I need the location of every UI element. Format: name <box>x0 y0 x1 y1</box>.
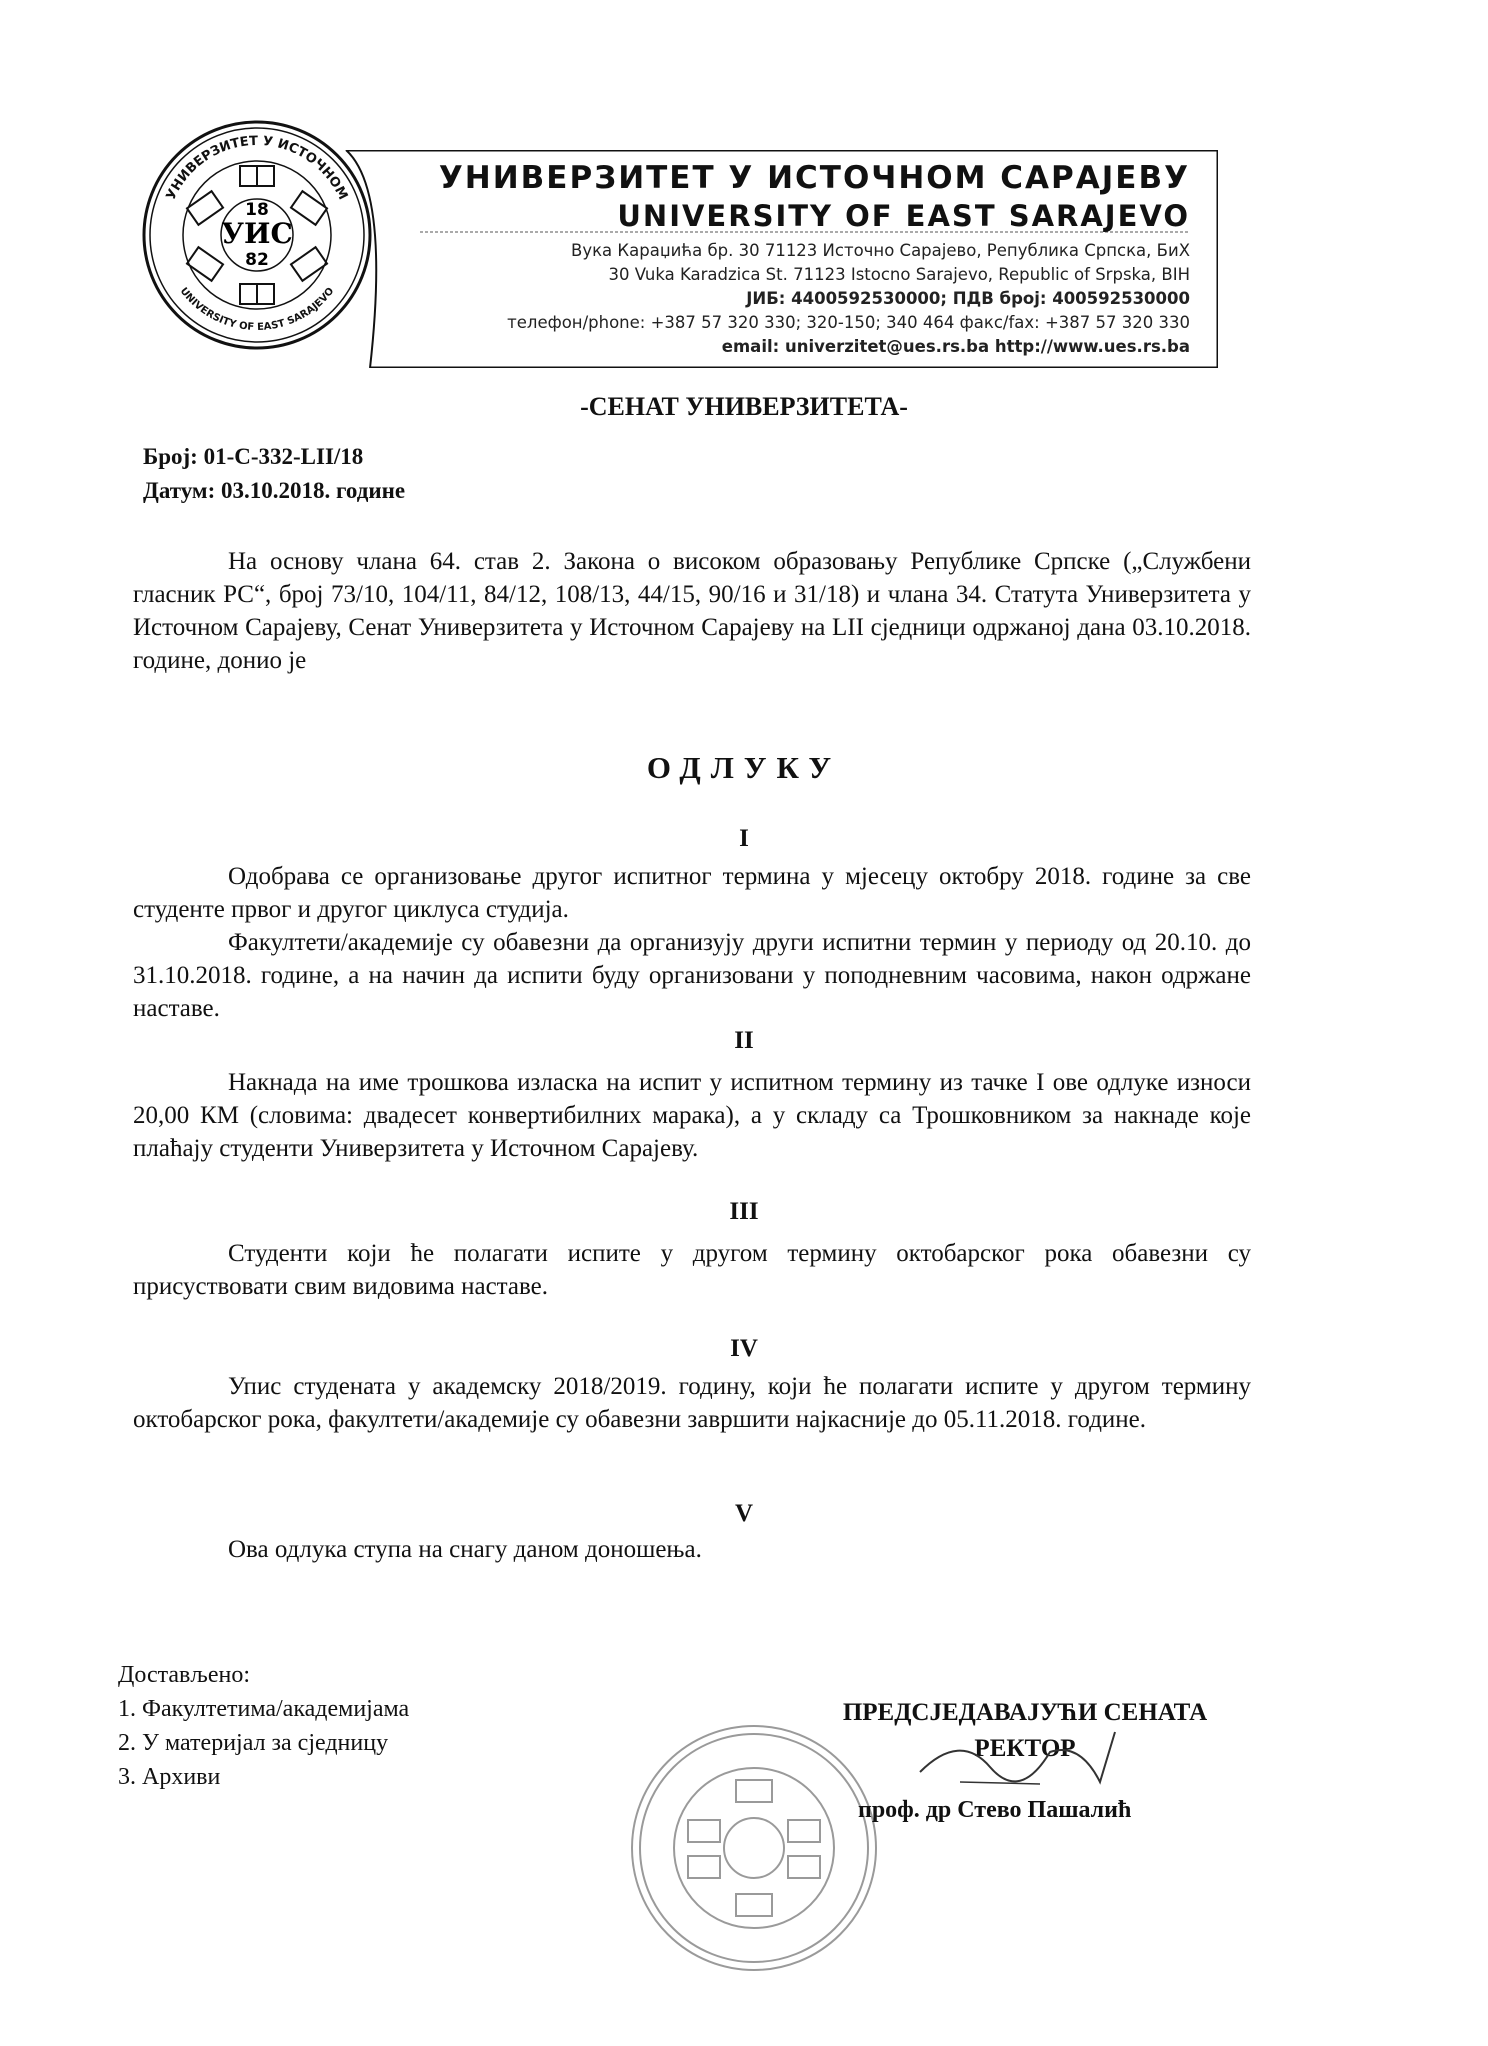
section-numeral-2: II <box>734 1027 754 1054</box>
document-number: Број: 01-С-332-LII/18 <box>143 444 364 469</box>
delivered-item: 2. У материјал за сједницу <box>118 1730 389 1756</box>
tax-ids: ЈИБ: 4400592530000; ПДВ број: 400592530000 <box>746 289 1190 308</box>
university-name-latin: UNIVERSITY OF EAST SARAJEVO <box>617 199 1190 233</box>
senate-heading: -СЕНАТ УНИВЕРЗИТЕТА- <box>580 392 908 421</box>
section-1-paragraph-2: Факултети/академије су обавезни да организују други испитни термин у периоду од 20.10. до 31.10.2018. године, а на начин да испити буду организовани у поподневним часовима, након одржане наставе. <box>133 929 1251 1022</box>
address-cyrillic: Вука Караџића бр. 30 71123 Источно Сарајево, Република Српска, БиХ <box>571 241 1190 260</box>
svg-text:UNIVERSITY OF EAST SARAJEVO: UNIVERSITY OF EAST SARAJEVO <box>177 285 337 334</box>
section-numeral-3: III <box>729 1198 759 1225</box>
chairman-title: ПРЕДСЈЕДАВАЈУЋИ СЕНАТА <box>842 1699 1208 1726</box>
seal-year-top: 18 <box>245 200 269 220</box>
delivered-heading: Достављено: <box>118 1662 250 1688</box>
university-name-cyrillic: УНИВЕРЗИТЕТ У ИСТОЧНОМ САРАЈЕВУ <box>438 160 1190 196</box>
document-date: Датум: 03.10.2018. године <box>143 478 406 503</box>
section-5-paragraph: Ова одлука ступа на снагу даном доношења. <box>228 1536 702 1563</box>
phone-fax: телефон/phone: +387 57 320 330; 320-150; 340 464 факс/fax: +387 57 320 330 <box>507 313 1190 332</box>
delivered-list <box>118 1658 409 1794</box>
section-numeral-5: V <box>734 1500 754 1527</box>
section-1-paragraph-1: Одобрава се организовање другог испитног термина у мјесецу октобру 2018. године за све студенте првог и другог циклуса студија. <box>133 863 1251 923</box>
rector-title: РЕКТОР <box>974 1735 1076 1762</box>
delivered-item: 1. Факултетима/академијама <box>118 1696 410 1722</box>
intro-paragraph: На основу члана 64. став 2. Закона о високом образовању Републике Српске („Службени гласник РС“, број 73/10, 104/11, 84/12, 108/13, 44/15, 90/16 и 31/18) и члана 34. Статута Универзитета у Источном Сарајеву, Сенат Универзитета у Источном Сарајеву на LII сједници одржаној дана 03.10.2018. године, донио је <box>133 548 1251 674</box>
svg-text:УНИВЕРЗИТЕТ У ИСТОЧНОМ: УНИВЕРЗИТЕТ У ИСТОЧНОМ <box>163 133 351 203</box>
seal-year-bottom: 82 <box>245 250 269 270</box>
address-latin: 30 Vuka Karadzica St. 71123 Istocno Sarajevo, Republic of Srpska, BIH <box>608 265 1190 284</box>
delivered-item: 3. Архиви <box>118 1764 221 1790</box>
section-numeral-4: IV <box>730 1335 758 1362</box>
section-2-paragraph: Накнада на име трошкова изласка на испит у испитном термину из тачке I ове одлуке износи 20,00 КМ (словима: двадесет конвертибилних марака), а у складу са Трошковником за накнаде које плаћају студенти Универзитета у Источном Сарајеву. <box>133 1069 1251 1162</box>
decision-title: ОДЛУКУ <box>646 750 842 785</box>
seal-initials: УИС <box>221 217 293 250</box>
email-web: email: univerzitet@ues.rs.ba http://www.ues.rs.ba <box>721 337 1190 356</box>
section-numeral-1: I <box>739 825 749 852</box>
section-4-paragraph: Упис студената у академску 2018/2019. годину, који ће полагати испите у другом термину октобарског рока, факултети/академије су обавезни завршити најкасније до 05.11.2018. године. <box>133 1373 1251 1433</box>
signer-name: проф. др Стево Пашалић <box>858 1797 1132 1823</box>
section-3-paragraph: Студенти који ће полагати испите у другом термину октобарског рока обавезни су присуствовати свим видовима наставе. <box>133 1240 1251 1300</box>
